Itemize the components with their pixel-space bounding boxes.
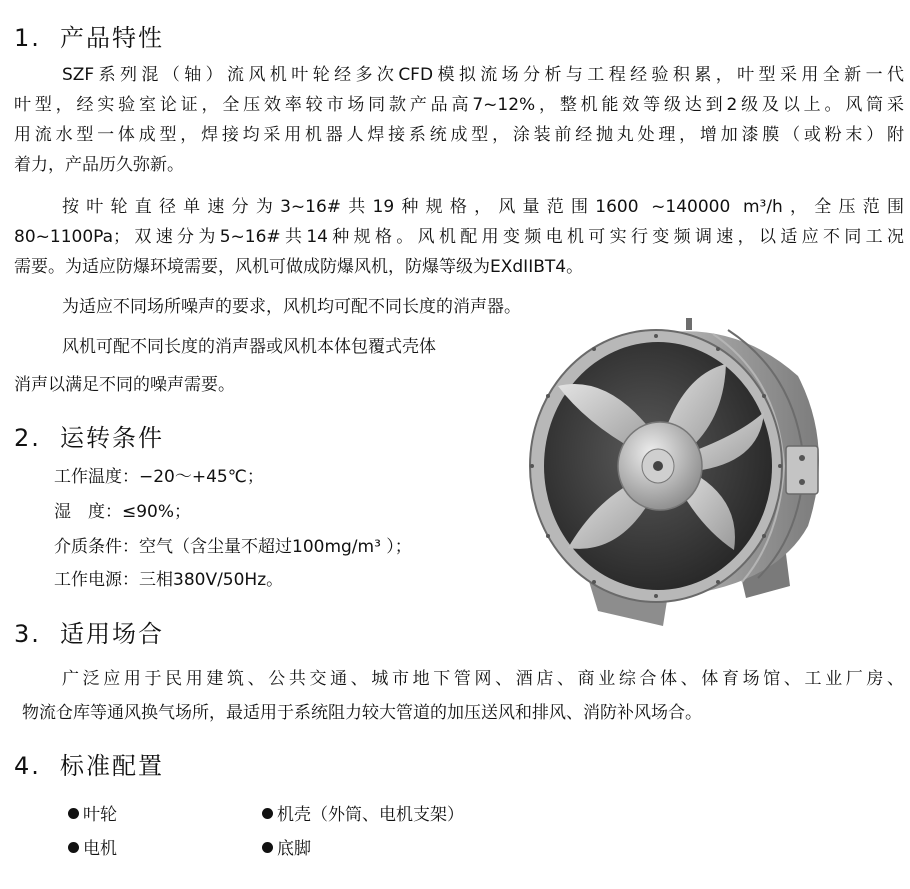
config-item: 叶轮 (68, 800, 117, 825)
config-item: 机壳（外筒、电机支架） (262, 800, 464, 825)
axial-fan-photo (528, 316, 828, 634)
para1-line3: 用流水型一体成型，焊接均采用机器人焊接系统成型，涂装前经抛丸处理，增加漆膜（或粉末）附 (14, 125, 904, 145)
para1-line2: 叶型，经实验室论证，全压效率较市场同款产品高7~12%，整机能效等级达到2级及以上。风筒采 (14, 95, 904, 115)
condition-humidity: 湿 度：≤90%； (54, 502, 192, 522)
junction-box (786, 446, 818, 494)
para2-line2: 80~1100Pa；双速分为5~16#共14种规格。风机配用变频电机可实行变频调速，以适应不同工况 (14, 227, 904, 247)
condition-power: 工作电源：三相380V/50Hz。 (54, 570, 284, 590)
config-item: 电机 (68, 834, 117, 859)
para2-line3: 需要。为适应防爆环境需要，风机可做成防爆风机，防爆等级为EXdIIBT4。 (14, 257, 584, 277)
section-title: 运转条件 (60, 424, 164, 452)
section-title: 标准配置 (60, 752, 164, 780)
section-number: 3. (14, 620, 41, 648)
bullet-icon (68, 842, 79, 853)
section-title: 适用场合 (60, 620, 164, 648)
section-2-heading (14, 418, 164, 453)
section-number: 2. (14, 424, 41, 452)
section-number: 4. (14, 752, 41, 780)
section-3-heading (14, 614, 164, 649)
para1-line1: SZF系列混（轴）流风机叶轮经多次CFD模拟流场分析与工程经验积累，叶型采用全新一代 (62, 65, 904, 85)
para3: 为适应不同场所噪声的要求，风机均可配不同长度的消声器。 (62, 297, 521, 317)
section-title: 产品特性 (60, 24, 164, 52)
section-4-heading (14, 746, 164, 781)
application-line1: 广泛应用于民用建筑、公共交通、城市地下管网、酒店、商业综合体、体育场馆、工业厂房、 (62, 669, 904, 689)
bullet-icon (262, 842, 273, 853)
para2-line1: 按叶轮直径单速分为3~16#共19种规格，风量范围1600 ~140000 m³/h，全压范围 (62, 197, 904, 217)
bullet-icon (68, 808, 79, 819)
application-line2: 物流仓库等通风换气场所，最适用于系统阻力较大管道的加压送风和排风、消防补风场合。 (22, 703, 702, 723)
condition-medium: 介质条件：空气（含尘量不超过100mg/m³ ）； (54, 537, 412, 557)
para4-line1: 风机可配不同长度的消声器或风机本体包覆式壳体 (62, 337, 436, 357)
para1-line4: 着力，产品历久弥新。 (14, 155, 184, 175)
bullet-icon (262, 808, 273, 819)
condition-temperature: 工作温度：−20～+45℃； (54, 467, 264, 487)
config-item: 底脚 (262, 834, 311, 859)
section-1-heading (14, 18, 164, 53)
para4-line2: 消声以满足不同的噪声需要。 (14, 375, 235, 395)
section-number: 1. (14, 24, 41, 52)
